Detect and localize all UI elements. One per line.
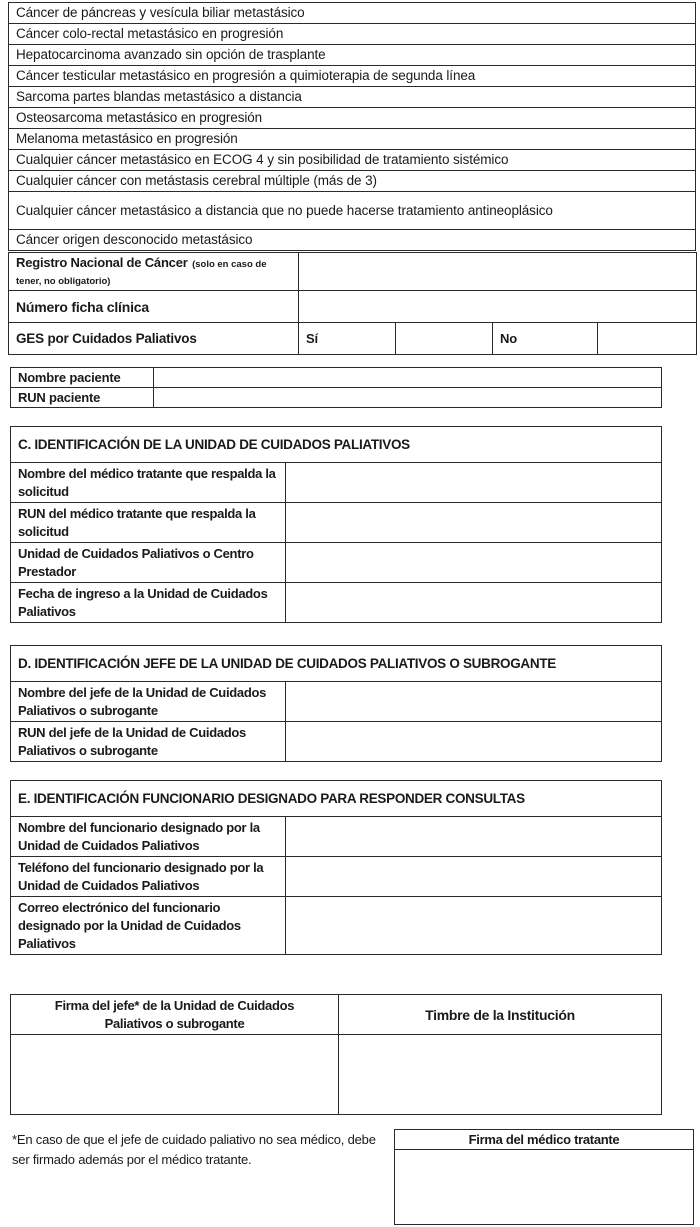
institution-stamp-area[interactable] <box>339 1035 662 1115</box>
criteria-row <box>9 87 696 108</box>
section-c-table <box>10 426 662 623</box>
institution-stamp-label: Timbre de la Institución <box>339 995 662 1035</box>
ges-yes-checkbox[interactable] <box>396 323 493 355</box>
admission-date-input[interactable] <box>286 583 662 623</box>
criteria-item: Cáncer colo-rectal metastásico en progresión <box>9 24 696 45</box>
registry-label-cell <box>9 253 299 291</box>
unit-chief-name-input[interactable] <box>286 682 662 722</box>
patient-run-input[interactable] <box>154 388 662 408</box>
criteria-table <box>8 2 696 251</box>
section-c-label: Nombre del médico tratante que respalda la solicitud <box>11 463 286 503</box>
criteria-item: Sarcoma partes blandas metastásico a distancia <box>9 87 696 108</box>
clinical-record-label: Número ficha clínica <box>9 291 299 323</box>
footnote: *En caso de que el jefe de cuidado paliativo no sea médico, debe ser firmado además por el médico tratante. <box>12 1132 376 1167</box>
ges-label: GES por Cuidados Paliativos <box>9 323 299 355</box>
section-e-label: Nombre del funcionario designado por la Unidad de Cuidados Paliativos <box>11 817 286 857</box>
section-c-label: Unidad de Cuidados Paliativos o Centro Prestador <box>11 543 286 583</box>
doctor-signature-area[interactable] <box>395 1150 694 1225</box>
criteria-row <box>9 45 696 66</box>
patient-name-input[interactable] <box>154 368 662 388</box>
criteria-item: Cualquier cáncer metastásico en ECOG 4 y sin posibilidad de tratamiento sistémico <box>9 150 696 171</box>
section-d-label: RUN del jefe de la Unidad de Cuidados Paliativos o subrogante <box>11 722 286 762</box>
criteria-item: Melanoma metastásico en progresión <box>9 129 696 150</box>
signature-table <box>10 994 662 1115</box>
section-e-label: Correo electrónico del funcionario designado por la Unidad de Cuidados Paliativos <box>11 897 286 955</box>
clinical-record-input[interactable] <box>299 291 697 323</box>
criteria-item: Cáncer testicular metastásico en progresión a quimioterapia de segunda línea <box>9 66 696 87</box>
patient-table <box>10 367 662 408</box>
criteria-row <box>9 108 696 129</box>
criteria-row <box>9 129 696 150</box>
section-e-label: Teléfono del funcionario designado por la Unidad de Cuidados Paliativos <box>11 857 286 897</box>
patient-name-label: Nombre paciente <box>11 368 154 388</box>
doctor-signature-label: Firma del médico tratante <box>395 1130 694 1150</box>
criteria-row <box>9 171 696 192</box>
criteria-row <box>9 66 696 87</box>
criteria-row <box>9 24 696 45</box>
official-email-input[interactable] <box>286 897 662 955</box>
palliative-unit-input[interactable] <box>286 543 662 583</box>
criteria-row <box>9 3 696 24</box>
attending-doctor-run-input[interactable] <box>286 503 662 543</box>
attending-doctor-name-input[interactable] <box>286 463 662 503</box>
criteria-item: Cáncer origen desconocido metastásico <box>9 230 696 251</box>
registry-label-note: (solo en caso de tener, no obligatorio) <box>16 258 267 287</box>
section-d-title: D. IDENTIFICACIÓN JEFE DE LA UNIDAD DE CUIDADOS PALIATIVOS O SUBROGANTE <box>11 646 662 682</box>
criteria-row <box>9 230 696 251</box>
doctor-signature-table <box>394 1129 694 1225</box>
section-d-table <box>10 645 662 762</box>
registry-input[interactable] <box>299 253 697 291</box>
official-phone-input[interactable] <box>286 857 662 897</box>
section-e-table <box>10 780 662 955</box>
chief-signature-area[interactable] <box>11 1035 339 1115</box>
ges-yes-label: Sí <box>299 323 396 355</box>
section-c-label: Fecha de ingreso a la Unidad de Cuidados Paliativos <box>11 583 286 623</box>
official-name-input[interactable] <box>286 817 662 857</box>
criteria-row <box>9 192 696 230</box>
criteria-item: Cáncer de páncreas y vesícula biliar metastásico <box>9 3 696 24</box>
criteria-item: Cualquier cáncer metastásico a distancia que no puede hacerse tratamiento antineoplásico <box>9 192 696 230</box>
ges-no-label: No <box>493 323 598 355</box>
section-c-title: C. IDENTIFICACIÓN DE LA UNIDAD DE CUIDADOS PALIATIVOS <box>11 427 662 463</box>
section-d-label: Nombre del jefe de la Unidad de Cuidados Paliativos o subrogante <box>11 682 286 722</box>
criteria-item: Hepatocarcinoma avanzado sin opción de trasplante <box>9 45 696 66</box>
unit-chief-run-input[interactable] <box>286 722 662 762</box>
criteria-item: Osteosarcoma metastásico en progresión <box>9 108 696 129</box>
ges-no-checkbox[interactable] <box>598 323 697 355</box>
criteria-row <box>9 150 696 171</box>
patient-record-table <box>8 252 697 355</box>
criteria-item: Cualquier cáncer con metástasis cerebral múltiple (más de 3) <box>9 171 696 192</box>
patient-run-label: RUN paciente <box>11 388 154 408</box>
chief-signature-label: Firma del jefe* de la Unidad de Cuidados Paliativos o subrogante <box>11 995 339 1035</box>
section-e-title: E. IDENTIFICACIÓN FUNCIONARIO DESIGNADO PARA RESPONDER CONSULTAS <box>11 781 662 817</box>
section-c-label: RUN del médico tratante que respalda la solicitud <box>11 503 286 543</box>
registry-label: Registro Nacional de Cáncer <box>16 254 188 270</box>
